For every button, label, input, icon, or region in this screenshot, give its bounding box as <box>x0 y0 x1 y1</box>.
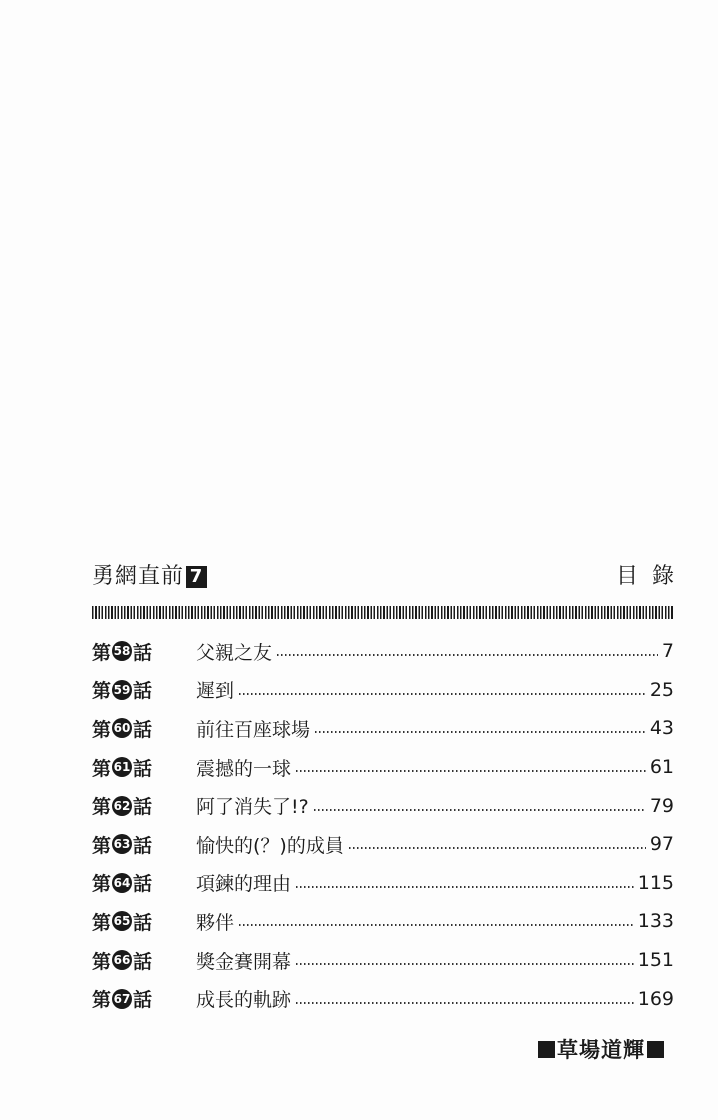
square-bullet-icon <box>647 1041 664 1058</box>
chapter-title: 獎金賽開幕 <box>196 950 292 973</box>
chapter-number-badge: 60 <box>112 718 132 738</box>
dot-leader <box>349 847 646 849</box>
chapter-suffix: 話 <box>133 757 153 780</box>
chapter-suffix: 話 <box>133 911 153 934</box>
chapter-prefix: 第 <box>92 796 112 819</box>
chapter-suffix: 話 <box>133 718 153 741</box>
toc-row <box>92 671 674 710</box>
chapter-page-number: 97 <box>649 833 674 856</box>
chapter-label <box>92 869 196 896</box>
decorative-rule <box>92 606 674 619</box>
chapter-page-number: 133 <box>637 910 674 933</box>
toc-row <box>92 748 674 787</box>
chapter-prefix: 第 <box>92 950 112 973</box>
toc-row <box>92 902 674 941</box>
chapter-page-number: 25 <box>649 678 674 701</box>
chapter-title: 愉快的(？)的成員 <box>196 834 344 857</box>
dot-leader <box>296 886 634 888</box>
chapter-page-number: 115 <box>637 871 674 894</box>
square-bullet-icon <box>538 1041 555 1058</box>
dot-leader <box>296 770 646 772</box>
chapter-label <box>92 715 196 742</box>
chapter-page-number: 151 <box>637 949 674 972</box>
chapter-label <box>92 676 196 703</box>
chapter-label <box>92 831 196 858</box>
toc-row <box>92 786 674 825</box>
chapter-prefix: 第 <box>92 757 112 780</box>
chapter-title: 項鍊的理由 <box>196 873 292 896</box>
dot-leader <box>315 731 646 733</box>
chapter-prefix: 第 <box>92 989 112 1012</box>
series-title <box>92 562 207 592</box>
chapter-suffix: 話 <box>133 796 153 819</box>
chapter-suffix: 話 <box>133 989 153 1012</box>
toc-row <box>92 825 674 864</box>
chapter-suffix: 話 <box>133 680 153 703</box>
toc-row <box>92 709 674 748</box>
chapter-title: 父親之友 <box>196 641 273 664</box>
chapter-page-number: 169 <box>637 987 674 1010</box>
author-credit <box>538 1034 664 1064</box>
volume-badge: 7 <box>186 566 207 588</box>
chapter-prefix: 第 <box>92 834 112 857</box>
toc-row <box>92 864 674 903</box>
chapter-number-badge: 66 <box>112 950 132 970</box>
chapter-number-badge: 64 <box>112 873 132 893</box>
toc-row <box>92 941 674 980</box>
dot-leader <box>277 654 658 656</box>
chapter-prefix: 第 <box>92 911 112 934</box>
chapter-title: 阿了消失了!? <box>196 796 309 819</box>
chapter-prefix: 第 <box>92 680 112 703</box>
toc-row <box>92 979 674 1018</box>
series-title-text: 勇網直前 <box>92 564 185 589</box>
chapter-suffix: 話 <box>133 834 153 857</box>
chapter-number-badge: 61 <box>112 757 132 777</box>
chapter-prefix: 第 <box>92 873 112 896</box>
dot-leader <box>314 809 646 811</box>
chapter-prefix: 第 <box>92 641 112 664</box>
dot-leader <box>296 1002 634 1004</box>
chapter-number-badge: 59 <box>112 680 132 700</box>
table-of-contents <box>92 632 674 1018</box>
dot-leader <box>296 963 634 965</box>
chapter-page-number: 43 <box>649 717 674 740</box>
contents-label: 目錄 <box>615 564 688 589</box>
chapter-label <box>92 754 196 781</box>
dot-leader <box>239 693 646 695</box>
chapter-number-badge: 63 <box>112 834 132 854</box>
chapter-title: 夥伴 <box>196 911 235 934</box>
chapter-number-badge: 65 <box>112 911 132 931</box>
chapter-label <box>92 947 196 974</box>
chapter-number-badge: 58 <box>112 641 132 661</box>
chapter-label <box>92 908 196 935</box>
chapter-number-badge: 62 <box>112 796 132 816</box>
dot-leader <box>239 924 634 926</box>
author-name: 草場道輝 <box>557 1038 645 1062</box>
chapter-page-number: 79 <box>649 794 674 817</box>
toc-row <box>92 632 674 671</box>
chapter-label <box>92 638 196 665</box>
chapter-page-number: 7 <box>661 640 674 663</box>
chapter-page-number: 61 <box>649 756 674 779</box>
chapter-label <box>92 792 196 819</box>
chapter-label <box>92 985 196 1012</box>
chapter-suffix: 話 <box>133 873 153 896</box>
chapter-title: 前往百座球場 <box>196 718 311 741</box>
toc-header <box>92 562 688 594</box>
chapter-number-badge: 67 <box>112 989 132 1009</box>
chapter-prefix: 第 <box>92 718 112 741</box>
chapter-title: 成長的軌跡 <box>196 989 292 1012</box>
chapter-suffix: 話 <box>133 641 153 664</box>
chapter-title: 震撼的一球 <box>196 757 292 780</box>
chapter-title: 遲到 <box>196 680 235 703</box>
chapter-suffix: 話 <box>133 950 153 973</box>
